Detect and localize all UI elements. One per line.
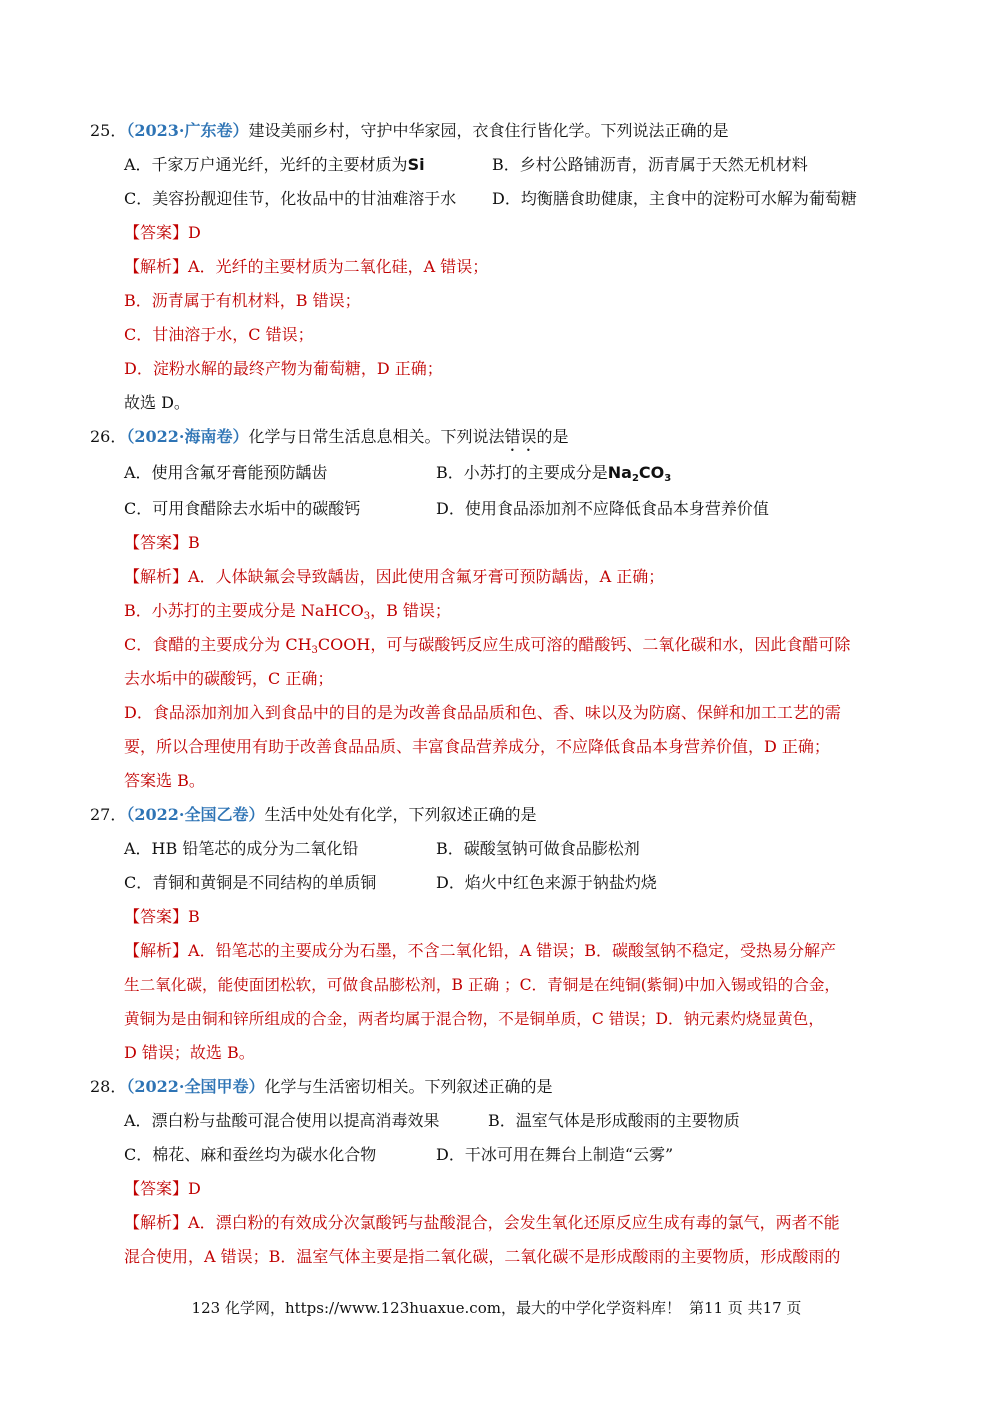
q26-analysis-3 [124, 634, 850, 656]
q25-analysis-3: C．甘油溶于水，C 错误； [124, 325, 314, 344]
analysis-text: COOH，可与碳酸钙反应生成可溶的醋酸钙、二氧化碳和水，因此食醋可除 [317, 635, 851, 654]
chem-formula [608, 463, 671, 482]
answer-tag: 【答案】 [124, 533, 189, 552]
answer-tag: 【答案】 [124, 1179, 189, 1198]
q28-option-d: D．干冰可用在舞台上制造“云雾” [436, 1145, 674, 1164]
analysis-tag: 【解析】 [124, 941, 189, 960]
chem-subscript: 2 [631, 473, 639, 484]
answer-value: B [188, 533, 200, 552]
q25-conclusion: 故选 D。 [124, 393, 190, 412]
answer-tag: 【答案】 [124, 907, 189, 926]
q28-option-a: A．漂白粉与盐酸可混合使用以提高消毒效果 [124, 1111, 440, 1130]
question-stem: 建设美丽乡村，守护中华家园，衣食住行皆化学。下列说法正确的是 [248, 121, 729, 140]
q26-option-d: D．使用食品添加剂不应降低食品本身营养价值 [436, 499, 769, 518]
q26-conclusion: 答案选 B。 [124, 771, 205, 790]
q28-option-c: C．棉花、麻和蚕丝均为碳水化合物 [124, 1145, 377, 1164]
question-number: 27． [90, 805, 127, 824]
page-footer [0, 1297, 993, 1319]
answer-value: D [188, 223, 201, 242]
question-stem: 化学与日常生活息息相关。下列说法 [248, 427, 505, 446]
q25-stem-line [90, 120, 729, 142]
q28-answer [124, 1178, 201, 1200]
analysis-tag: 【解析】 [124, 567, 189, 586]
q27-analysis-2: 生二氧化碳，能使面团松软，可做食品膨松剂，B 正确 ；C．青铜是在纯铜(紫铜)中加入锡或铅的合金， [124, 976, 841, 994]
q25-analysis-4: D．淀粉水解的最终产物为葡萄糖，D 正确； [124, 359, 443, 378]
q28-stem-line [90, 1076, 553, 1098]
analysis-tag: 【解析】 [124, 1213, 189, 1232]
q27-option-b: B．碳酸氢钠可做食品膨松剂 [436, 839, 640, 858]
q26-stem-line [90, 426, 569, 455]
chem-subscript: 3 [664, 473, 672, 484]
option-b-text: B．小苏打的主要成分是 [436, 463, 608, 482]
option-a-text: A．千家万户通光纤，光纤的主要材质为 [124, 155, 408, 174]
q26-analysis-4-cont: 要，所以合理使用有助于改善食品品质、丰富食品营养成分，不应降低食品本身营养价值，D 正确； [124, 737, 830, 756]
q25-option-d: D．均衡膳食助健康，主食中的淀粉可水解为葡萄糖 [492, 189, 857, 208]
q27-analysis-1 [124, 940, 836, 962]
q25-analysis-2: B．沥青属于有机材料，B 错误； [124, 291, 361, 310]
q27-analysis-4: D 错误；故选 B。 [124, 1043, 255, 1062]
emphasis-word: 错误 [504, 427, 537, 446]
q27-option-c: C．青铜和黄铜是不同结构的单质铜 [124, 873, 377, 892]
analysis-text: A．漂白粉的有效成分次氯酸钙与盐酸混合，会发生氧化还原反应生成有毒的氯气，两者不能 [188, 1213, 840, 1232]
q26-analysis-1 [124, 566, 664, 588]
analysis-text: B．小苏打的主要成分是 NaHCO [124, 601, 364, 620]
q26-option-b [436, 462, 671, 484]
analysis-text: A．光纤的主要材质为二氧化硅，A 错误； [188, 257, 489, 276]
analysis-text: C．食醋的主要成分为 CH [124, 635, 312, 654]
q26-analysis-2 [124, 600, 451, 622]
q26-answer [124, 532, 200, 554]
analysis-text: A．铅笔芯的主要成分为石墨，不含二氧化铅，A 错误；B．碳酸氢钠不稳定，受热易分解产 [188, 941, 836, 960]
footer-site: 123 化学网，https://www.123huaxue.com，最大的中学化学资料库！ [191, 1299, 681, 1317]
q27-analysis-3: 黄铜为是由铜和锌所组成的合金，两者均属于混合物，不是铜单质，C 错误；D．钠元素灼烧显黄色， [124, 1010, 824, 1028]
q28-analysis-2: 混合使用，A 错误；B．温室气体主要是指二氧化碳，二氧化碳不是形成酸雨的主要物质，形成酸雨的 [124, 1247, 841, 1266]
q25-answer [124, 222, 201, 244]
question-source: （2022·全国乙卷） [126, 805, 265, 824]
q26-analysis-4: D．食品添加剂加入到食品中的目的是为改善食品品质和色、香、味以及为防腐、保鲜和加工工艺的需 [124, 703, 841, 722]
q27-answer [124, 906, 200, 928]
q25-analysis-1 [124, 256, 488, 278]
q25-option-a [124, 154, 425, 176]
q27-option-d: D．焰火中红色来源于钠盐灼烧 [436, 873, 657, 892]
question-source: （2023·广东卷） [126, 121, 249, 140]
q25-option-b: B．乡村公路铺沥青，沥青属于天然无机材料 [492, 155, 808, 174]
question-stem: 生活中处处有化学，下列叙述正确的是 [264, 805, 537, 824]
analysis-tag: 【解析】 [124, 257, 189, 276]
question-stem-end: 的是 [536, 427, 569, 446]
question-source: （2022·全国甲卷） [126, 1077, 265, 1096]
question-number: 28． [90, 1077, 127, 1096]
answer-tag: 【答案】 [124, 223, 189, 242]
q25-option-c: C．美容扮靓迎佳节，化妆品中的甘油难溶于水 [124, 189, 457, 208]
chem-formula: Si [407, 155, 425, 174]
analysis-text: ，B 错误； [370, 601, 451, 620]
answer-value: D [188, 1179, 201, 1198]
page-number: 第11 页 共17 页 [688, 1299, 802, 1317]
q26-option-c: C．可用食醋除去水垢中的碳酸钙 [124, 499, 361, 518]
chem-element: Na [607, 463, 632, 482]
chem-element: CO [638, 463, 665, 482]
q26-analysis-3-cont: 去水垢中的碳酸钙，C 正确； [124, 669, 334, 688]
q28-option-b: B．温室气体是形成酸雨的主要物质 [488, 1111, 740, 1130]
analysis-text: A．人体缺氟会导致龋齿，因此使用含氟牙膏可预防龋齿，A 正确； [188, 567, 665, 586]
chem-subscript: 3 [363, 611, 371, 622]
answer-value: B [188, 907, 200, 926]
q26-option-a: A．使用含氟牙膏能预防龋齿 [124, 463, 328, 482]
q27-option-a: A．HB 铅笔芯的成分为二氧化铅 [124, 839, 359, 858]
q27-stem-line [90, 804, 537, 826]
question-stem: 化学与生活密切相关。下列叙述正确的是 [264, 1077, 553, 1096]
question-number: 25． [90, 121, 127, 140]
q28-analysis-1 [124, 1212, 840, 1234]
chem-subscript: 3 [311, 645, 318, 656]
question-number: 26． [90, 427, 127, 446]
question-source: （2022·海南卷） [126, 427, 249, 446]
